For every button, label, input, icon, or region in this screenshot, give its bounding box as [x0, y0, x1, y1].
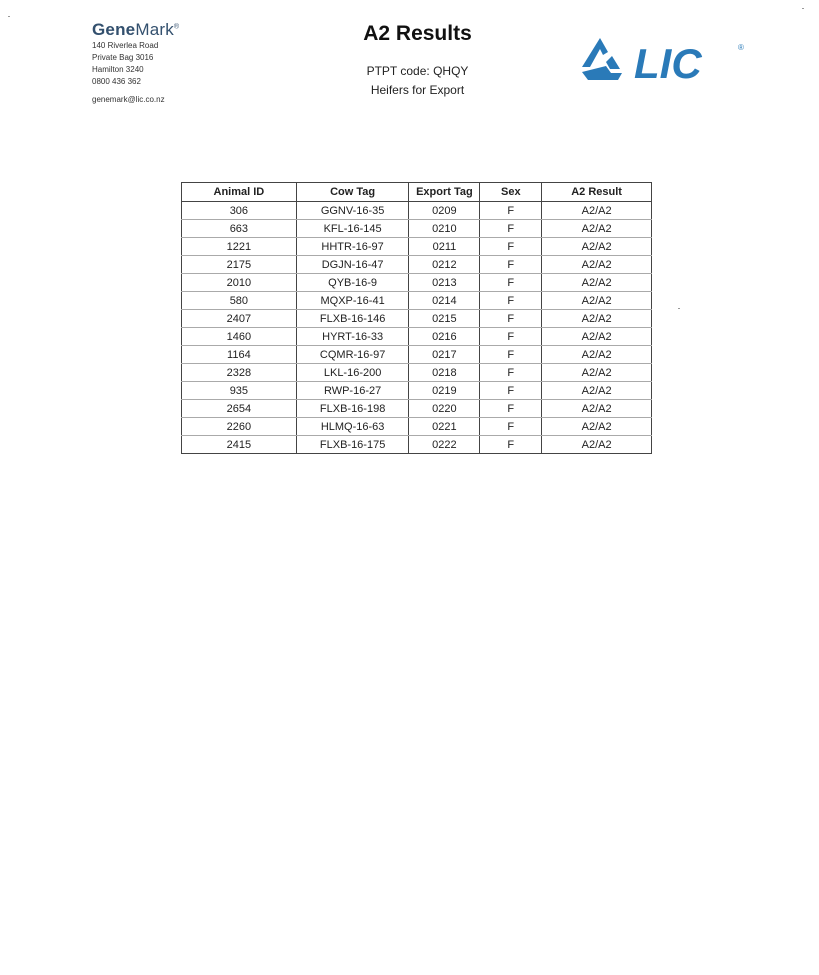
address-line: Private Bag 3016: [92, 53, 154, 62]
cell-export-tag: 0222: [409, 436, 480, 454]
table-row: [182, 310, 652, 328]
column-header-a2-result: A2 Result: [542, 183, 652, 202]
column-header-cow-tag: Cow Tag: [296, 183, 409, 202]
cell-sex: F: [480, 364, 542, 382]
cell-sex: F: [480, 436, 542, 454]
table-row: [182, 346, 652, 364]
cell-cow-tag: HHTR-16-97: [296, 238, 409, 256]
cell-cow-tag: FLXB-16-198: [296, 400, 409, 418]
cell-a2-result: A2/A2: [542, 202, 652, 220]
cell-export-tag: 0218: [409, 364, 480, 382]
cell-sex: F: [480, 220, 542, 238]
scan-speck: [802, 8, 804, 9]
lic-registered-mark: ®: [738, 43, 744, 52]
brand-registered-mark: ®: [173, 23, 180, 31]
cell-export-tag: 0214: [409, 292, 480, 310]
results-table: [181, 182, 652, 454]
cell-animal-id: 2328: [182, 364, 297, 382]
cell-a2-result: A2/A2: [542, 436, 652, 454]
cell-export-tag: 0213: [409, 274, 480, 292]
brand-name-bold: Gene: [92, 20, 136, 39]
cell-animal-id: 2407: [182, 310, 297, 328]
cell-animal-id: 2175: [182, 256, 297, 274]
cell-animal-id: 306: [182, 202, 297, 220]
cell-cow-tag: HYRT-16-33: [296, 328, 409, 346]
cell-sex: F: [480, 202, 542, 220]
cell-cow-tag: DGJN-16-47: [296, 256, 409, 274]
brand-name-light: Mark: [135, 20, 174, 39]
table-row: [182, 418, 652, 436]
cell-export-tag: 0211: [409, 238, 480, 256]
cell-a2-result: A2/A2: [542, 400, 652, 418]
cell-cow-tag: CQMR-16-97: [296, 346, 409, 364]
ptpt-code: PTPT code: QHQY: [366, 64, 469, 78]
cell-animal-id: 2010: [182, 274, 297, 292]
cell-cow-tag: FLXB-16-146: [296, 310, 409, 328]
cell-animal-id: 1460: [182, 328, 297, 346]
table-header-row: [182, 183, 652, 202]
cell-export-tag: 0216: [409, 328, 480, 346]
cell-sex: F: [480, 256, 542, 274]
cell-animal-id: 663: [182, 220, 297, 238]
cell-a2-result: A2/A2: [542, 238, 652, 256]
column-header-export-tag: Export Tag: [409, 183, 480, 202]
cell-cow-tag: LKL-16-200: [296, 364, 409, 382]
title-block: [300, 22, 535, 100]
cell-sex: F: [480, 346, 542, 364]
cell-animal-id: 2260: [182, 418, 297, 436]
cell-animal-id: 2415: [182, 436, 297, 454]
table-row: [182, 292, 652, 310]
scan-speck: [678, 308, 680, 309]
cell-animal-id: 2654: [182, 400, 297, 418]
cell-cow-tag: QYB-16-9: [296, 274, 409, 292]
genemark-logo: [92, 20, 179, 40]
address-block: [92, 40, 179, 88]
table-row: [182, 202, 652, 220]
cell-cow-tag: FLXB-16-175: [296, 436, 409, 454]
cell-sex: F: [480, 328, 542, 346]
cell-sex: F: [480, 274, 542, 292]
page-title: A2 Results: [363, 22, 472, 45]
cell-animal-id: 935: [182, 382, 297, 400]
cell-a2-result: A2/A2: [542, 274, 652, 292]
cell-animal-id: 1164: [182, 346, 297, 364]
cell-a2-result: A2/A2: [542, 310, 652, 328]
table-row: [182, 328, 652, 346]
cell-animal-id: 1221: [182, 238, 297, 256]
cell-a2-result: A2/A2: [542, 292, 652, 310]
cell-sex: F: [480, 238, 542, 256]
cell-export-tag: 0220: [409, 400, 480, 418]
scan-speck: [8, 16, 10, 17]
table-row: [182, 382, 652, 400]
lic-triangle-icon: [582, 38, 622, 80]
table-row: [182, 436, 652, 454]
cell-sex: F: [480, 400, 542, 418]
lic-logo: [582, 36, 747, 84]
cell-cow-tag: KFL-16-145: [296, 220, 409, 238]
table-row: [182, 400, 652, 418]
cell-export-tag: 0209: [409, 202, 480, 220]
cell-export-tag: 0215: [409, 310, 480, 328]
cell-export-tag: 0219: [409, 382, 480, 400]
table-row: [182, 364, 652, 382]
lic-logo-text: LIC: [634, 40, 702, 84]
cell-a2-result: A2/A2: [542, 256, 652, 274]
address-line: Hamilton 3240: [92, 65, 144, 74]
table-row: [182, 238, 652, 256]
table-row: [182, 256, 652, 274]
cell-a2-result: A2/A2: [542, 364, 652, 382]
table-row: [182, 220, 652, 238]
cell-export-tag: 0221: [409, 418, 480, 436]
cell-sex: F: [480, 310, 542, 328]
cell-cow-tag: RWP-16-27: [296, 382, 409, 400]
cell-a2-result: A2/A2: [542, 382, 652, 400]
column-header-sex: Sex: [480, 183, 542, 202]
cell-cow-tag: GGNV-16-35: [296, 202, 409, 220]
cell-animal-id: 580: [182, 292, 297, 310]
phone-number: 0800 436 362: [92, 77, 141, 86]
subtitle: Heifers for Export: [370, 83, 465, 97]
cell-sex: F: [480, 382, 542, 400]
cell-a2-result: A2/A2: [542, 418, 652, 436]
cell-export-tag: 0212: [409, 256, 480, 274]
email-text: genemark@lic.co.nz: [92, 95, 165, 104]
cell-a2-result: A2/A2: [542, 220, 652, 238]
cell-a2-result: A2/A2: [542, 328, 652, 346]
table-row: [182, 274, 652, 292]
cell-cow-tag: HLMQ-16-63: [296, 418, 409, 436]
cell-export-tag: 0210: [409, 220, 480, 238]
genemark-header: [92, 20, 179, 104]
address-line: 140 Riverlea Road: [92, 41, 159, 50]
cell-sex: F: [480, 292, 542, 310]
column-header-animal-id: Animal ID: [182, 183, 297, 202]
cell-cow-tag: MQXP-16-41: [296, 292, 409, 310]
cell-export-tag: 0217: [409, 346, 480, 364]
cell-a2-result: A2/A2: [542, 346, 652, 364]
cell-sex: F: [480, 418, 542, 436]
